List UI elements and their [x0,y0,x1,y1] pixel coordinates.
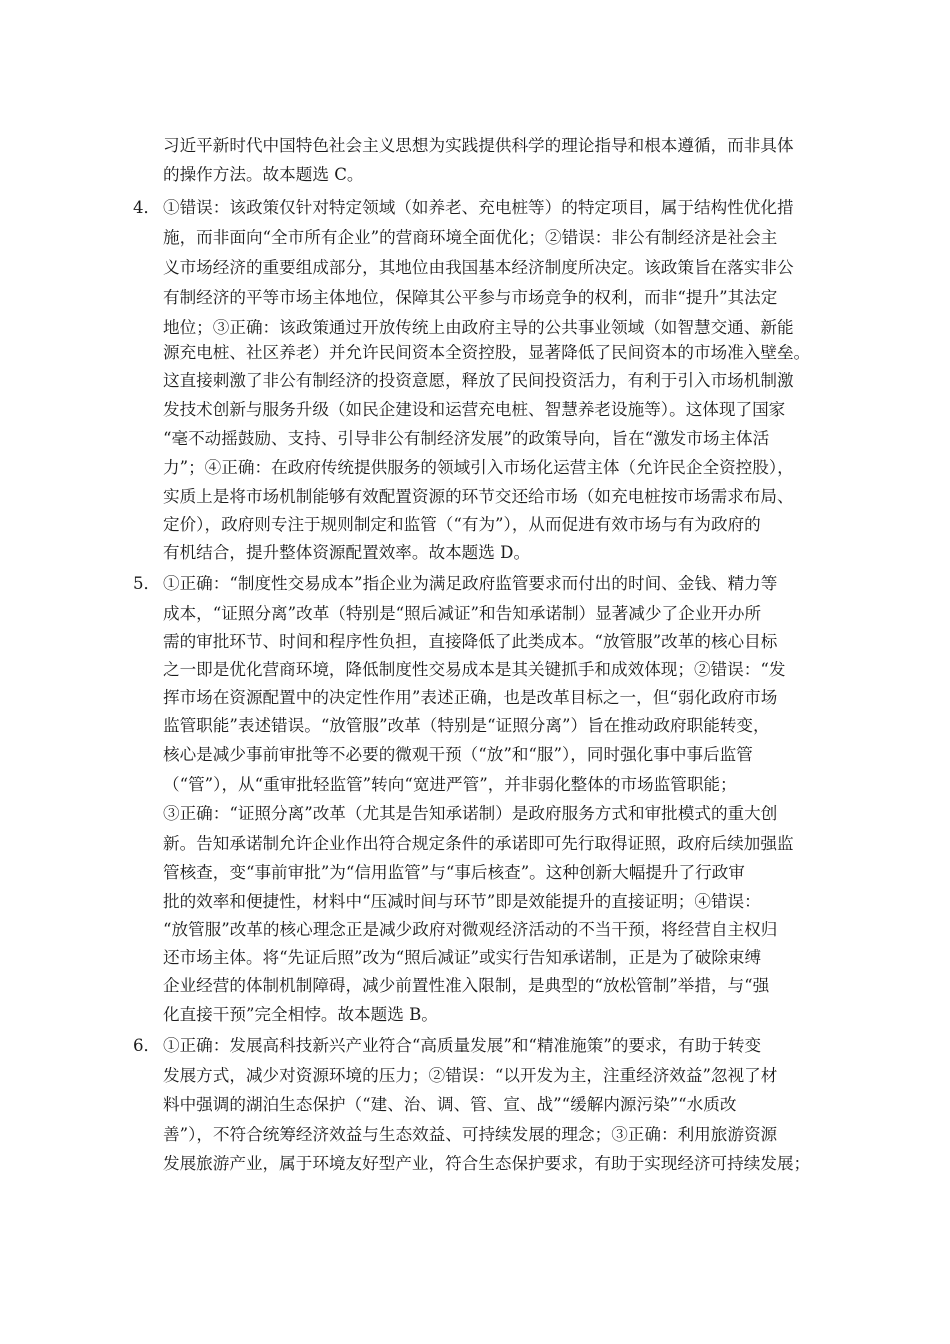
answer-4-line: “毫不动摇鼓励、支持、引导非公有制经济发展”的政策导向，旨在“激发市场主体活 [163,429,770,448]
answer-5-line: “放管服”改革的核心理念正是减少政府对微观经济活动的不当干预，将经营自主权归 [163,920,778,939]
answer-4-line: ①错误：该政策仅针对特定领域（如养老、充电桩等）的特定项目，属于结构性优化措 [163,198,794,217]
answer-4-line: 施，而非面向“全市所有企业”的营商环境全面优化；②错误：非公有制经济是社会主 [163,228,778,247]
answer-6-line: 发展旅游产业，属于环境友好型产业，符合生态保护要求，有助于实现经济可持续发展； [163,1154,811,1173]
answer-4-line: 义市场经济的重要组成部分，其地位由我国基本经济制度所决定。该政策旨在落实非公 [163,258,794,277]
answer-6-line: 料中强调的湖泊生态保护（“建、治、调、管、宣、战”“缓解内源污染”“水质改 [163,1095,737,1114]
answer-5-line: 化直接干预”完全相悖。故本题选 B。 [163,1005,438,1024]
answer-5-line: 核心是减少事前审批等不必要的微观干预（“放”和“服”），同时强化事中事后监管 [163,745,753,764]
answer-6-line: 善”），不符合统筹经济效益与生态效益、可持续发展的理念；③正确：利用旅游资源 [163,1125,778,1144]
answer-5-line: 需的审批环节、时间和程序性负担，直接降低了此类成本。“放管服”改革的核心目标 [163,632,778,651]
answer-5-line: 监管职能”表述错误。“放管服”改革（特别是“证照分离”）旨在推动政府职能转变， [163,716,770,735]
answer-5-line: 企业经营的体制机制障碍，减少前置性准入限制，是典型的“放松管制”举措，与“强 [163,976,770,995]
intro-line: 的操作方法。故本题选 C。 [163,165,364,184]
answer-4-line: 发技术创新与服务升级（如民企建设和运营充电桩、智慧养老设施等）。这体现了国家 [163,400,786,419]
answer-number-6: 6． [133,1036,161,1055]
answer-5-line: 管核查，变“事前审批”为“信用监管”与“事后核查”。这种创新大幅提升了行政审 [163,863,745,882]
answer-5-line: 还市场主体。将“先证后照”改为“照后减证”或实行告知承诺制，正是为了破除束缚 [163,948,762,967]
answer-4-line: 实质上是将市场机制能够有效配置资源的环节交还给市场（如充电桩按市场需求布局、 [163,487,794,506]
answer-4-line: 源充电桩、社区养老）并允许民间资本全资控股，显著降低了民间资本的市场准入壁垒。 [163,343,811,362]
answer-4-line: 这直接刺激了非公有制经济的投资意愿，释放了民间投资活力，有利于引入市场机制激 [163,371,794,390]
answer-5-line: 成本，“证照分离”改革（特别是“照后减证”和告知承诺制）显著减少了企业开办所 [163,604,762,623]
answer-5-line: （“管”），从“重审批轻监管”转向“宽进严管”，并非弱化整体的市场监管职能； [163,775,737,794]
intro-line: 习近平新时代中国特色社会主义思想为实践提供科学的理论指导和根本遵循，而非具体 [163,136,794,155]
answer-5-line: 挥市场在资源配置中的决定性作用”表述正确，也是改革目标之一，但“弱化政府市场 [163,688,778,707]
answer-4-line: 力”；④正确：在政府传统提供服务的领域引入市场化运营主体（允许民企全资控股）， [163,458,794,477]
answer-5-line: ①正确：“制度性交易成本”指企业为满足政府监管要求而付出的时间、金钱、精力等 [163,574,778,593]
answer-6-line: 发展方式，减少对资源环境的压力；②错误：“以开发为主，注重经济效益”忽视了材 [163,1066,778,1085]
answer-4-line: 定价），政府则专注于规则制定和监管（“有为”），从而促进有效市场与有为政府的 [163,515,761,534]
answer-number-4: 4． [133,198,161,217]
answer-4-line: 地位；③正确：该政策通过开放传统上由政府主导的公共事业领域（如智慧交通、新能 [163,318,794,337]
answer-4-line: 有制经济的平等市场主体地位，保障其公平参与市场竞争的权利，而非“提升”其法定 [163,288,778,307]
answer-4-line: 有机结合，提升整体资源配置效率。故本题选 D。 [163,543,531,562]
answer-6-line: ①正确：发展高科技新兴产业符合“高质量发展”和“精准施策”的要求，有助于转变 [163,1036,762,1055]
answer-5-line: 批的效率和便捷性，材料中“压减时间与环节”即是效能提升的直接证明；④错误： [163,892,761,911]
answer-number-5: 5． [133,574,161,593]
answer-5-line: 之一即是优化营商环境，降低制度性交易成本是其关键抓手和成效体现；②错误：“发 [163,660,786,679]
answer-5-line: 新。告知承诺制允许企业作出符合规定条件的承诺即可先行取得证照，政府后续加强监 [163,834,794,853]
answer-5-line: ③正确：“证照分离”改革（尤其是告知承诺制）是政府服务方式和审批模式的重大创 [163,804,778,823]
